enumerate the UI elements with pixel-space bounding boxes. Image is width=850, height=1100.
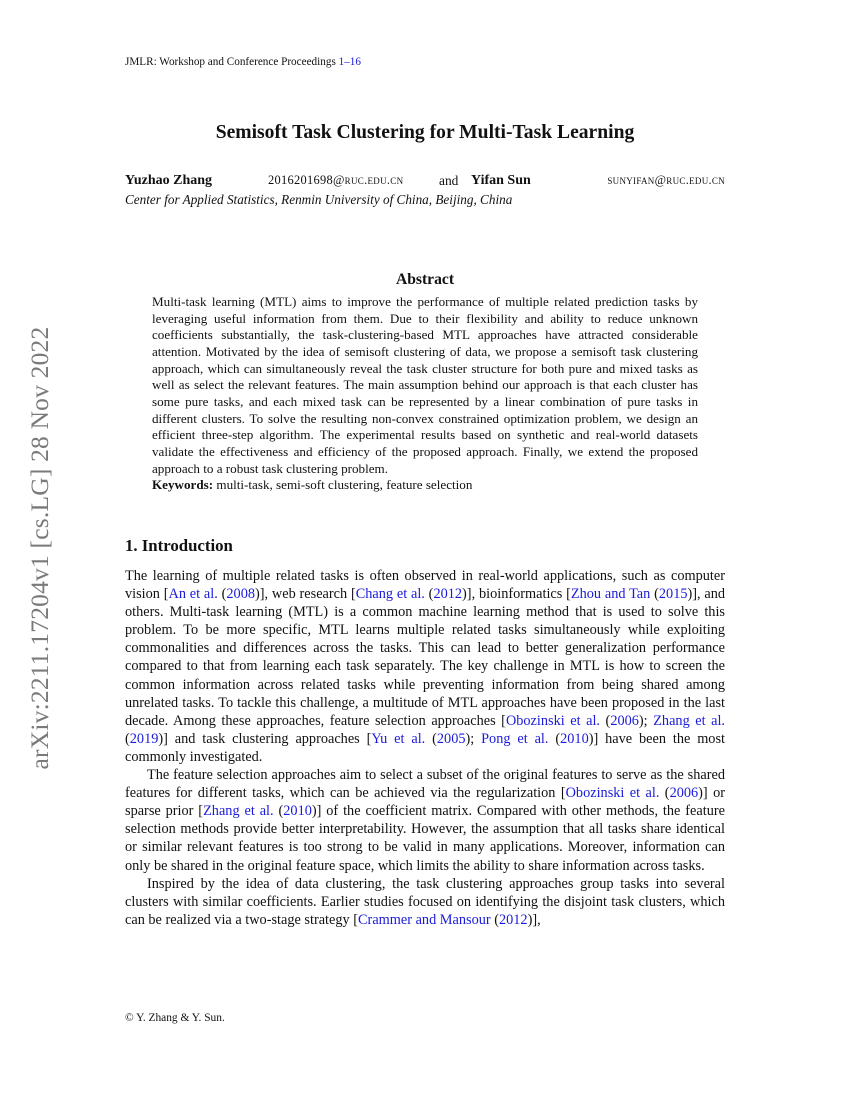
author-email-1: 2016201698@ruc.edu.cn (268, 173, 404, 187)
intro-text: ( (425, 730, 437, 747)
keywords-list: multi-task, semi-soft clustering, feature selection (216, 477, 473, 493)
citation-link[interactable]: 2006 (610, 712, 639, 729)
abstract-body (152, 294, 698, 494)
author-email-2: sunyifan@ruc.edu.cn (607, 173, 725, 187)
citation-link[interactable]: Yu et al. (371, 730, 426, 747)
arxiv-identifier-stamp: arXiv:2211.17204v1 [cs.LG] 28 Nov 2022 (25, 326, 54, 770)
citation-link[interactable]: Chang et al. (355, 586, 425, 603)
citation-link[interactable]: 2008 (226, 586, 255, 603)
citation-link[interactable]: Zhang et al. (653, 712, 725, 729)
author-affiliation: Center for Applied Statistics, Renmin University of China, Beijing, China (125, 192, 513, 207)
citation-link[interactable]: 2012 (433, 586, 463, 603)
intro-text: ( (490, 911, 499, 928)
author-name-2: Yifan Sun (471, 173, 531, 188)
intro-paragraph (125, 875, 725, 929)
intro-text: ( (217, 586, 227, 603)
citation-link[interactable]: 2019 (129, 730, 159, 747)
citation-link[interactable]: 2010 (283, 803, 312, 820)
citation-link[interactable]: Obozinski et al. (565, 785, 660, 802)
keywords-line (152, 477, 698, 494)
author-name-1: Yuzhao Zhang (125, 173, 213, 188)
intro-text: ( (548, 730, 561, 747)
intro-text: ( (125, 730, 130, 747)
citation-link[interactable]: 2006 (669, 785, 699, 802)
introduction-body (125, 567, 725, 929)
venue-text: JMLR: Workshop and Conference Proceedings (125, 56, 339, 68)
author-block (125, 173, 725, 208)
section-heading: 1. Introduction (125, 536, 233, 555)
abstract-text: Multi-task learning (MTL) aims to improve the performance of multiple related prediction tasks by leveraging useful information from them. Due to their flexibility and ability to reduce unknown coefficients substantially, the task-clustering-based MTL approaches have attracted considerable attention. Motivated by the idea of semisoft clustering of data, we propose a semisoft task clustering approach, which can simultaneously reveal the task cluster structure for both pure and mixed tasks as well as select the relevant features. The main assumption behind our approach is that each cluster has some pure tasks, and each mixed task can be represented by a linear combination of pure tasks in different clusters. To solve the resulting non-convex constrained optimization problem, we design an efficient three-step algorithm. The experimental results based on synthetic and real-world datasets validate the effectiveness and efficiency of the proposed approach. Finally, we extend the proposed approach to a robust task clustering problem. (152, 294, 698, 476)
citation-link[interactable]: 2010 (560, 730, 589, 747)
citation-link[interactable]: Zhou and Tan (570, 586, 651, 603)
intro-text: The learning of multiple related tasks is often observed in real-world applications, such as computer vision [ (125, 568, 725, 603)
intro-text: ( (600, 712, 611, 729)
author-joiner: and (439, 173, 459, 188)
intro-text: ( (659, 785, 670, 802)
keywords-label: Keywords: (152, 477, 214, 493)
running-header (125, 56, 361, 68)
intro-text: )], (527, 911, 541, 928)
intro-text: ); (465, 730, 482, 747)
intro-text: ( (650, 586, 659, 603)
intro-paragraph (125, 766, 725, 875)
intro-text: )], web research [ (255, 586, 356, 603)
intro-text: ( (273, 803, 284, 820)
paper-title: Semisoft Task Clustering for Multi-Task Learning (215, 122, 635, 143)
citation-link[interactable]: 2012 (498, 911, 528, 928)
intro-text: ); (638, 712, 654, 729)
intro-text: )], and others. Multi-task learning (MTL) is a common machine learning method that is used to solve this problem. To be more specific, MTL learns multiple related tasks simultaneously while exploiting commonalities and differences across the tasks. This can lead to better generalization performance compared to that from learning each task separately. The key challenge in MTL is how to screen the common information across related tasks while preventing information from being shared among unrelated tasks. To tackle this challenge, a multitude of MTL approaches have been proposed in the last decade. Among these approaches, feature selection approaches [ (125, 586, 726, 729)
intro-text: ( (424, 586, 434, 603)
intro-text: )], bioinformatics [ (462, 586, 571, 603)
citation-link[interactable]: Pong et al. (481, 730, 549, 747)
citation-link[interactable]: 2005 (436, 730, 466, 747)
citation-link[interactable]: An et al. (168, 586, 218, 603)
intro-text: The feature selection approaches aim to select a subset of the original features to serve as the shared features for different tasks, which can be achieved via the regularization [ (125, 767, 725, 802)
intro-text: )] and task clustering approaches [ (158, 730, 372, 747)
citation-link[interactable]: Obozinski et al. (505, 712, 600, 729)
citation-link[interactable]: Crammer and Mansour (358, 911, 491, 928)
copyright-footer: © Y. Zhang & Y. Sun. (125, 1012, 225, 1024)
abstract-heading: Abstract (395, 271, 455, 288)
intro-text: )] of the coefficient matrix. Compared with other methods, the feature selection methods provide better interpretability. However, the assumption that all tasks share identical or similar relevant features is too strong to be valid in many applications. Moreover, information can only be shared in the original feature space, which limits the ability to share information across tasks. (125, 803, 725, 874)
intro-text: )] or sparse prior [ (125, 785, 726, 820)
intro-paragraph (125, 567, 725, 766)
page-range-link[interactable]: 1–16 (338, 56, 361, 68)
citation-link[interactable]: Zhang et al. (203, 803, 274, 820)
intro-text: Inspired by the idea of data clustering, the task clustering approaches group tasks into several clusters with similar coefficients. Earlier studies focused on identifying the disjoint task clusters, which can be realized via a two-stage strategy [ (125, 875, 725, 928)
intro-text: )] have been the most commonly investigated. (125, 730, 725, 765)
citation-link[interactable]: 2015 (658, 586, 688, 603)
